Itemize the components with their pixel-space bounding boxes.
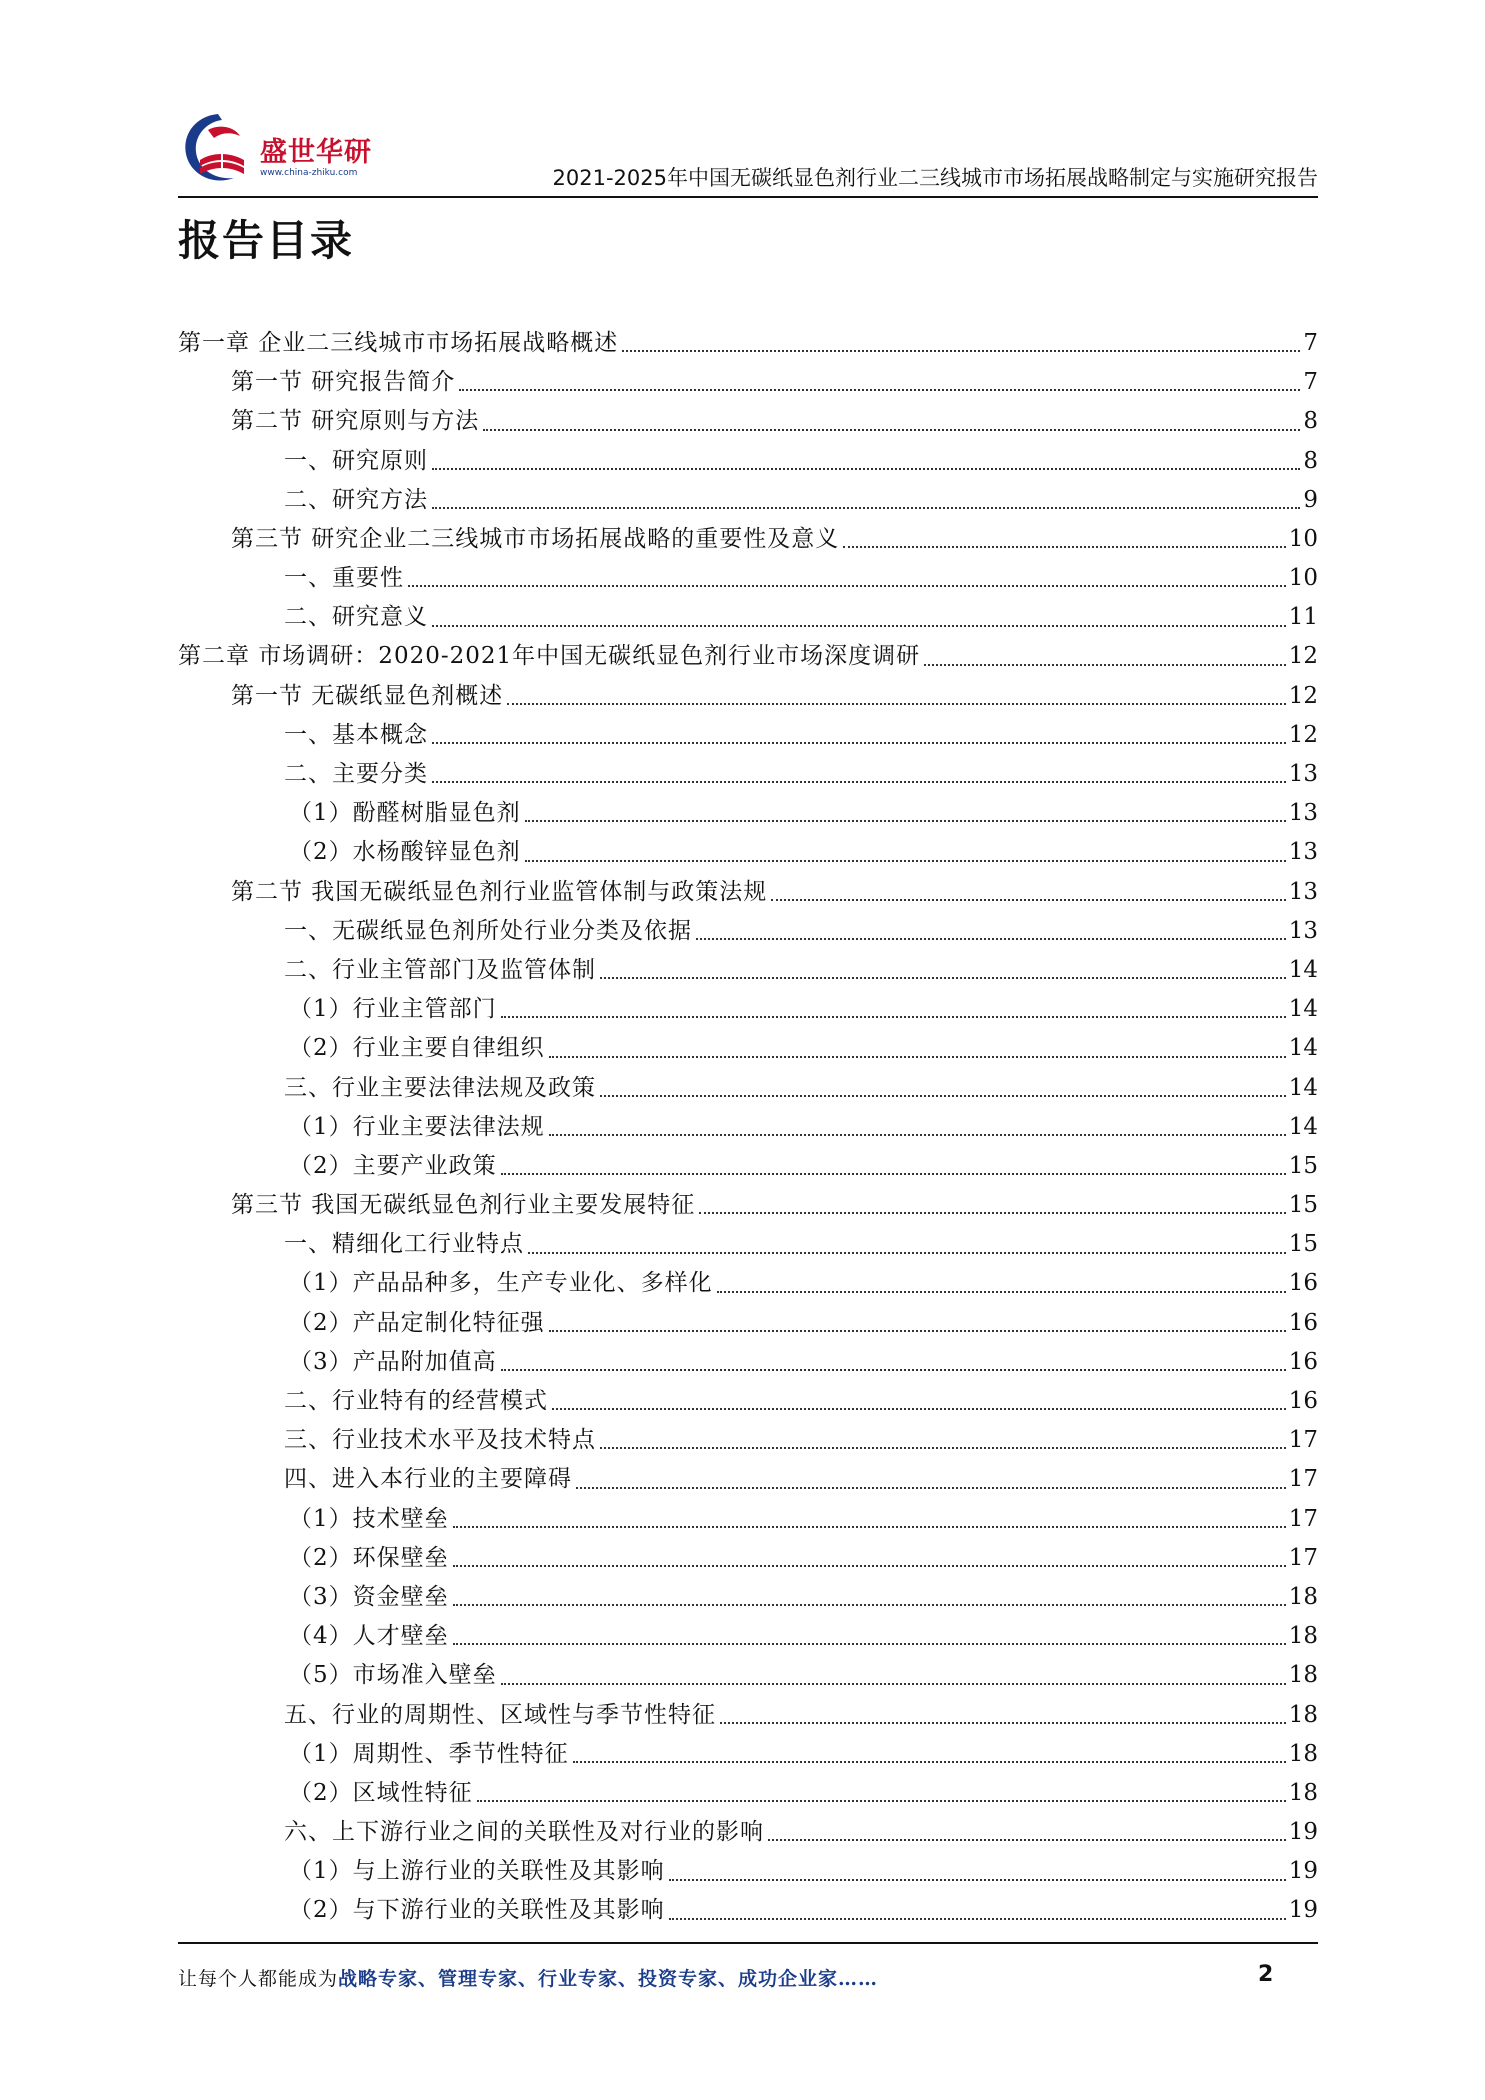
toc-entry[interactable] <box>178 1186 1318 1225</box>
toc-entry-title: （1）酚醛树脂显色剂 <box>289 800 521 827</box>
toc-leader-dots <box>600 1095 1286 1097</box>
toc-entry[interactable] <box>178 1029 1318 1068</box>
toc-entry-page: 16 <box>1288 1270 1318 1297</box>
toc-entry-page: 18 <box>1288 1662 1318 1689</box>
toc-entry-page: 14 <box>1288 1113 1318 1140</box>
toc-leader-dots <box>669 1918 1286 1920</box>
toc-entry-title: 第二节 研究原则与方法 <box>231 408 480 435</box>
toc-entry-title: （3）资金壁垒 <box>289 1583 449 1610</box>
toc-entry[interactable] <box>178 1147 1318 1186</box>
toc-entry[interactable] <box>178 755 1318 794</box>
toc-leader-dots <box>453 1526 1286 1528</box>
toc-entry-page: 8 <box>1303 408 1318 435</box>
toc-leader-dots <box>432 781 1286 783</box>
toc-entry-title: 第一章 企业二三线城市市场拓展战略概述 <box>178 329 619 356</box>
toc-entry-page: 10 <box>1288 525 1318 552</box>
toc-entry-title: （2）主要产业政策 <box>289 1152 497 1179</box>
report-title: 2021-2025年中国无碳纸显色剂行业二三线城市市场拓展战略制定与实施研究报告 <box>552 166 1318 190</box>
toc-entry-title: 二、行业主管部门及监管体制 <box>284 956 596 983</box>
toc-leader-dots <box>501 1016 1286 1018</box>
toc-leader-dots <box>552 1408 1286 1410</box>
toc-entry[interactable] <box>178 1578 1318 1617</box>
table-of-contents <box>178 324 1318 1931</box>
toc-leader-dots <box>696 938 1286 940</box>
toc-entry[interactable] <box>178 324 1318 363</box>
toc-leader-dots <box>453 1604 1286 1606</box>
toc-entry[interactable] <box>178 1343 1318 1382</box>
toc-entry-title: 三、行业技术水平及技术特点 <box>284 1427 596 1454</box>
toc-leader-dots <box>528 1252 1286 1254</box>
toc-entry-title: 二、研究方法 <box>284 486 428 513</box>
toc-entry-title: 一、无碳纸显色剂所处行业分类及依据 <box>284 917 692 944</box>
toc-entry-title: 第二节 我国无碳纸显色剂行业监管体制与政策法规 <box>231 878 768 905</box>
toc-entry-page: 14 <box>1288 956 1318 983</box>
toc-leader-dots <box>768 1839 1286 1841</box>
toc-entry-page: 16 <box>1288 1348 1318 1375</box>
toc-entry-title: （2）区域性特征 <box>289 1779 473 1806</box>
toc-entry-title: （3）产品附加值高 <box>289 1348 497 1375</box>
toc-entry[interactable] <box>178 1735 1318 1774</box>
toc-entry-title: 第一节 研究报告简介 <box>231 369 456 396</box>
toc-entry[interactable] <box>178 1892 1318 1931</box>
toc-entry-page: 19 <box>1288 1858 1318 1885</box>
toc-entry-page: 18 <box>1288 1701 1318 1728</box>
toc-leader-dots <box>525 860 1286 862</box>
toc-entry-page: 15 <box>1288 1231 1318 1258</box>
toc-leader-dots <box>432 507 1300 509</box>
toc-entry-page: 16 <box>1288 1388 1318 1415</box>
toc-entry-page: 7 <box>1303 329 1318 356</box>
page-title: 报告目录 <box>178 216 355 265</box>
toc-entry-title: （1）周期性、季节性特征 <box>289 1740 569 1767</box>
logo-name: 盛世华研 <box>260 137 372 168</box>
toc-entry[interactable] <box>178 990 1318 1029</box>
toc-entry-title: 第二章 市场调研：2020-2021年中国无碳纸显色剂行业市场深度调研 <box>178 643 921 670</box>
toc-leader-dots <box>549 1330 1286 1332</box>
toc-entry[interactable] <box>178 1265 1318 1304</box>
toc-entry-page: 17 <box>1288 1544 1318 1571</box>
toc-entry[interactable] <box>178 716 1318 755</box>
toc-leader-dots <box>408 585 1286 587</box>
toc-entry-page: 18 <box>1288 1740 1318 1767</box>
toc-entry[interactable] <box>178 1656 1318 1695</box>
toc-entry-title: （2）产品定制化特征强 <box>289 1309 545 1336</box>
toc-entry[interactable] <box>178 951 1318 990</box>
toc-leader-dots <box>459 389 1300 391</box>
toc-entry-page: 17 <box>1288 1505 1318 1532</box>
toc-leader-dots <box>483 429 1300 431</box>
toc-leader-dots <box>600 1447 1286 1449</box>
toc-entry-title: 五、行业的周期性、区域性与季节性特征 <box>284 1701 716 1728</box>
toc-entry[interactable] <box>178 1539 1318 1578</box>
toc-entry-page: 12 <box>1288 721 1318 748</box>
toc-leader-dots <box>432 625 1286 627</box>
page-number: 2 <box>1258 1962 1274 1987</box>
toc-leader-dots <box>477 1800 1286 1802</box>
toc-entry-title: （1）技术壁垒 <box>289 1505 449 1532</box>
toc-leader-dots <box>669 1879 1286 1881</box>
toc-entry[interactable] <box>178 520 1318 559</box>
toc-entry-title: （1）行业主要法律法规 <box>289 1113 545 1140</box>
toc-entry-title: （2）行业主要自律组织 <box>289 1035 545 1062</box>
toc-leader-dots <box>525 820 1286 822</box>
toc-entry-title: 一、研究原则 <box>284 447 428 474</box>
toc-entry-page: 8 <box>1303 447 1318 474</box>
toc-entry-title: （1）行业主管部门 <box>289 996 497 1023</box>
toc-entry[interactable] <box>178 1617 1318 1656</box>
toc-leader-dots <box>501 1683 1286 1685</box>
toc-leader-dots <box>549 1134 1286 1136</box>
toc-entry-title: （2）环保壁垒 <box>289 1544 449 1571</box>
toc-entry[interactable] <box>178 481 1318 520</box>
toc-entry[interactable] <box>178 1696 1318 1735</box>
toc-entry[interactable] <box>178 1304 1318 1343</box>
toc-leader-dots <box>501 1173 1286 1175</box>
toc-leader-dots <box>549 1056 1286 1058</box>
toc-entry[interactable] <box>178 833 1318 872</box>
toc-entry[interactable] <box>178 1852 1318 1891</box>
toc-leader-dots <box>622 350 1300 352</box>
toc-entry-page: 13 <box>1288 839 1318 866</box>
toc-entry[interactable] <box>178 638 1318 677</box>
toc-leader-dots <box>453 1565 1286 1567</box>
toc-entry[interactable] <box>178 1069 1318 1108</box>
toc-entry[interactable] <box>178 794 1318 833</box>
toc-entry-page: 13 <box>1288 878 1318 905</box>
toc-entry-page: 13 <box>1288 800 1318 827</box>
toc-entry-page: 10 <box>1288 565 1318 592</box>
toc-entry-title: 六、上下游行业之间的关联性及对行业的影响 <box>284 1819 764 1846</box>
toc-entry-page: 18 <box>1288 1779 1318 1806</box>
toc-entry[interactable] <box>178 442 1318 481</box>
toc-entry-page: 13 <box>1288 761 1318 788</box>
toc-leader-dots <box>453 1643 1286 1645</box>
toc-leader-dots <box>432 468 1300 470</box>
toc-entry-page: 17 <box>1288 1427 1318 1454</box>
toc-entry-title: （4）人才壁垒 <box>289 1623 449 1650</box>
toc-entry-page: 15 <box>1288 1152 1318 1179</box>
toc-leader-dots <box>576 1487 1286 1489</box>
toc-entry-page: 17 <box>1288 1466 1318 1493</box>
toc-leader-dots <box>432 742 1286 744</box>
toc-entry-title: 第三节 研究企业二三线城市市场拓展战略的重要性及意义 <box>231 525 840 552</box>
toc-leader-dots <box>924 664 1286 666</box>
toc-entry[interactable] <box>178 1382 1318 1421</box>
toc-entry-title: 第三节 我国无碳纸显色剂行业主要发展特征 <box>231 1192 696 1219</box>
toc-entry-page: 15 <box>1288 1192 1318 1219</box>
toc-entry-title: （2）水杨酸锌显色剂 <box>289 839 521 866</box>
toc-entry-page: 19 <box>1288 1819 1318 1846</box>
toc-entry-page: 18 <box>1288 1623 1318 1650</box>
toc-entry-page: 14 <box>1288 996 1318 1023</box>
toc-entry[interactable] <box>178 1774 1318 1813</box>
toc-entry[interactable] <box>178 873 1318 912</box>
toc-entry-page: 14 <box>1288 1035 1318 1062</box>
toc-entry[interactable] <box>178 912 1318 951</box>
toc-entry[interactable] <box>178 598 1318 637</box>
toc-entry[interactable] <box>178 363 1318 402</box>
toc-entry-page: 18 <box>1288 1583 1318 1610</box>
toc-entry-title: 二、主要分类 <box>284 761 428 788</box>
toc-entry[interactable] <box>178 677 1318 716</box>
logo-emblem-icon <box>178 108 258 194</box>
toc-entry[interactable] <box>178 1421 1318 1460</box>
toc-entry[interactable] <box>178 1813 1318 1852</box>
page-header <box>178 100 1318 198</box>
toc-entry[interactable] <box>178 1108 1318 1147</box>
logo-url: www.china-zhiku.com <box>260 168 358 178</box>
toc-entry-title: （5）市场准入壁垒 <box>289 1662 497 1689</box>
header-divider <box>178 196 1318 198</box>
toc-entry-title: （1）产品品种多，生产专业化、多样化 <box>289 1270 713 1297</box>
toc-entry-title: 二、行业特有的经营模式 <box>284 1388 548 1415</box>
footer-divider <box>178 1942 1318 1944</box>
toc-entry-page: 7 <box>1303 369 1318 396</box>
toc-entry-title: （2）与下游行业的关联性及其影响 <box>289 1897 665 1924</box>
toc-leader-dots <box>771 899 1285 901</box>
toc-leader-dots <box>600 977 1286 979</box>
toc-entry-title: 第一节 无碳纸显色剂概述 <box>231 682 504 709</box>
toc-entry-page: 16 <box>1288 1309 1318 1336</box>
toc-entry-page: 14 <box>1288 1074 1318 1101</box>
toc-entry-page: 11 <box>1288 604 1318 631</box>
toc-entry-page: 12 <box>1288 682 1318 709</box>
toc-entry-title: 二、研究意义 <box>284 604 428 631</box>
toc-leader-dots <box>717 1291 1286 1293</box>
toc-entry[interactable] <box>178 1225 1318 1264</box>
footer-slogan <box>178 1964 878 1991</box>
toc-entry-title: 四、进入本行业的主要障碍 <box>284 1466 572 1493</box>
toc-entry[interactable] <box>178 559 1318 598</box>
toc-entry-page: 19 <box>1288 1897 1318 1924</box>
toc-leader-dots <box>843 546 1285 548</box>
company-logo <box>178 108 408 198</box>
toc-entry-page: 13 <box>1288 917 1318 944</box>
toc-entry-page: 12 <box>1288 643 1318 670</box>
toc-entry[interactable] <box>178 1500 1318 1539</box>
toc-entry-title: 三、行业主要法律法规及政策 <box>284 1074 596 1101</box>
toc-leader-dots <box>720 1722 1286 1724</box>
toc-entry-title: 一、精细化工行业特点 <box>284 1231 524 1258</box>
toc-leader-dots <box>699 1212 1285 1214</box>
toc-entry-title: （1）与上游行业的关联性及其影响 <box>289 1858 665 1885</box>
footer-slogan-prefix: 让每个人都能成为 <box>178 1968 339 1990</box>
toc-entry-title: 一、基本概念 <box>284 721 428 748</box>
toc-entry-page: 9 <box>1303 486 1318 513</box>
toc-entry-title: 一、重要性 <box>284 565 404 592</box>
toc-leader-dots <box>573 1761 1286 1763</box>
toc-leader-dots <box>507 703 1285 705</box>
toc-leader-dots <box>501 1369 1286 1371</box>
footer-slogan-emphasis: 战略专家、管理专家、行业专家、投资专家、成功企业家…… <box>338 1968 879 1990</box>
toc-entry[interactable] <box>178 1460 1318 1499</box>
toc-entry[interactable] <box>178 402 1318 441</box>
